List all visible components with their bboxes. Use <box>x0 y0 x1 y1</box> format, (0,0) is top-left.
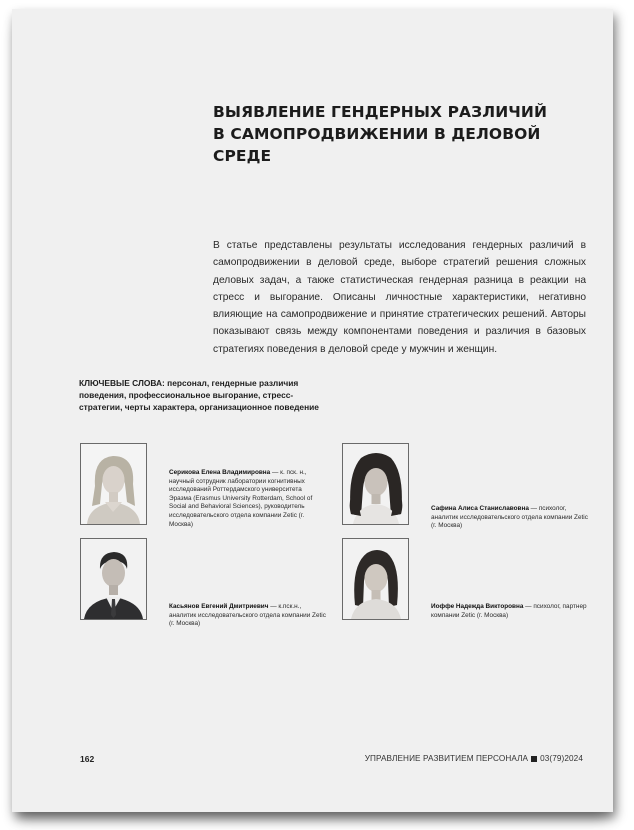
journal-page <box>12 9 613 812</box>
keywords <box>79 378 332 413</box>
title-line-1: ВЫЯВЛЕНИЕ ГЕНДЕРНЫХ РАЗЛИЧИЙ <box>213 103 548 121</box>
title-line-2: В САМОПРОДВИЖЕНИИ В ДЕЛОВОЙ СРЕДЕ <box>213 125 541 165</box>
author-bio-serikova <box>169 469 323 529</box>
author-description: — к. пск. н., научный сотрудник лаборатории когнитивных исследований Роттердамского университета Эразма (Erasmus University Rotterdam, School of Social and Behavioral Sciences), руководитель исследовательского отдела компании Zetic (г. Москва) <box>169 469 313 528</box>
author-description: — психолог, партнер компании Zetic (г. Москва) <box>431 603 587 619</box>
journal-name: УПРАВЛЕНИЕ РАЗВИТИЕМ ПЕРСОНАЛА <box>364 754 529 763</box>
author-description: — к.пск.н., аналитик исследовательского отдела компании Zetic (г. Москва) <box>169 603 326 628</box>
author-name: Серикова Елена Владимировна <box>169 469 271 476</box>
author-description: — психолог, аналитик исследовательского отдела компании Zetic (г. Москва) <box>431 505 588 530</box>
author-photo-safina <box>342 443 409 525</box>
author-name: Иоффе Надежда Викторовна <box>431 603 524 610</box>
author-photo-ioffe <box>342 538 409 620</box>
author-name: Касьянов Евгений Дмитриевич <box>169 603 269 610</box>
square-separator-icon <box>531 756 537 762</box>
journal-footer <box>365 754 583 763</box>
keywords-text: персонал, гендерные различия поведения, профессиональное выгорание, стресс-стратегии, черты характера, организационное поведение <box>79 378 319 412</box>
author-photo-kasyanov <box>80 538 147 620</box>
author-photo-serikova <box>80 443 147 525</box>
article-title <box>213 101 593 167</box>
author-name: Сафина Алиса Станиславовна <box>431 505 529 512</box>
author-bio-kasyanov <box>169 603 329 629</box>
keywords-label: КЛЮЧЕВЫЕ СЛОВА: <box>79 378 165 388</box>
journal-issue: 03(79)2024 <box>540 754 583 763</box>
author-bio-ioffe <box>431 603 591 620</box>
page-number: 162 <box>80 754 95 764</box>
author-bio-safina <box>431 505 591 531</box>
article-abstract: В статье представлены результаты исследования гендерных различий в самопродвижении в деловой среде, выборе стратегий решения сложных деловых задач, а также статистическая гендерная разница в реакции на стресс и выгорание. Описаны личностные характеристики, негативно влияющие на самопродвижение и принятие стратегических решений. Авторы показывают связь между компонентами поведения и различия в базовых стратегиях поведения в деловой среде у мужчин и женщин. <box>213 240 586 355</box>
